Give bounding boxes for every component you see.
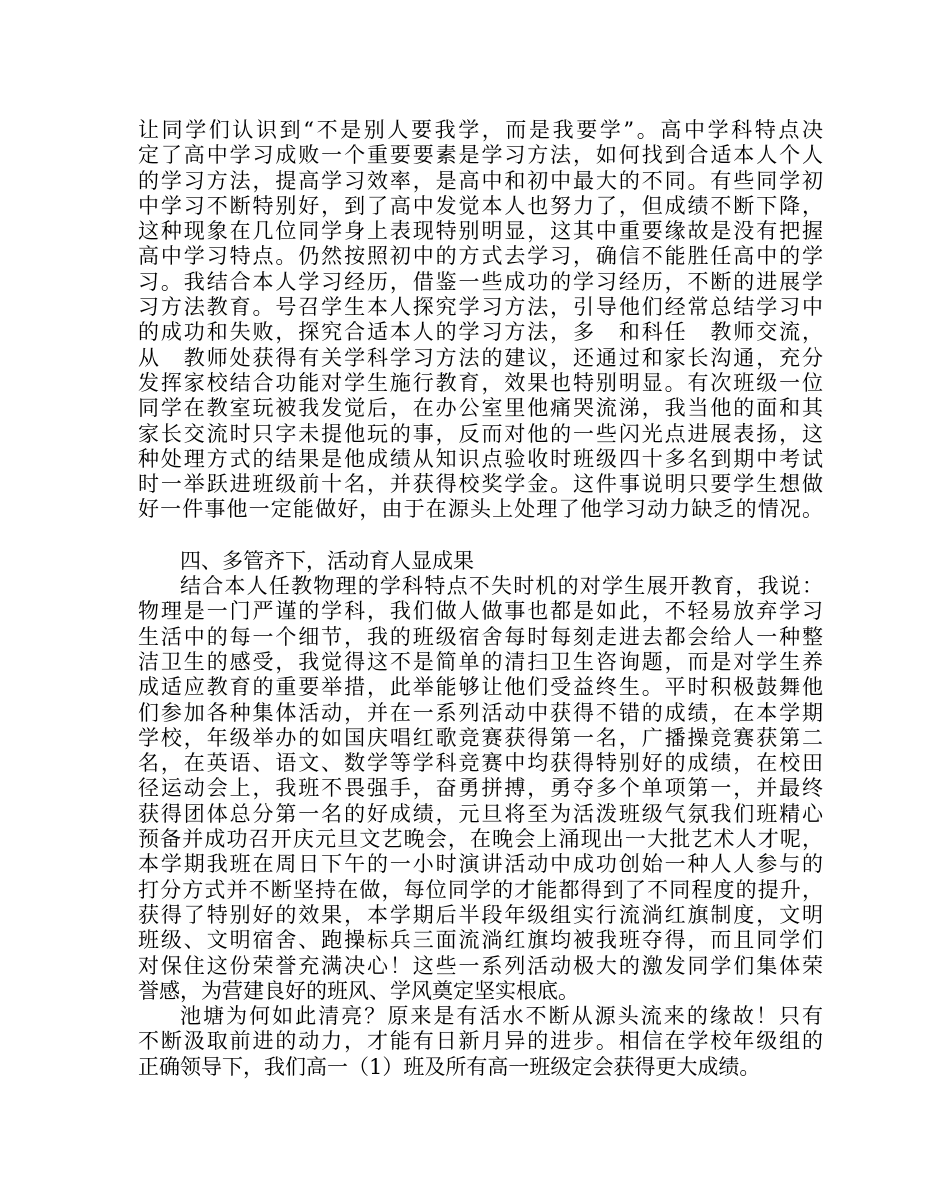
text-line: 洁卫生的感受，我觉得这不是简单的清扫卫生咨询题，而是对学生养 bbox=[138, 649, 823, 674]
text-line: 好一件事他一定能做好，由于在源头上处理了他学习动力缺乏的情况。 bbox=[138, 497, 823, 522]
text-line: 对保住这份荣誉充满决心！这些一系列活动极大的激发同学们集体荣 bbox=[138, 953, 823, 978]
text-line: 径运动会上，我班不畏强手，奋勇拼搏，勇夺多个单项第一，并最终 bbox=[138, 776, 823, 801]
text-line: 中学习不断特别好，到了高中发觉本人也努力了，但成绩不断下降， bbox=[138, 193, 823, 218]
text-line: 获得了特别好的效果，本学期后半段年级组实行流淌红旗制度，文明 bbox=[138, 902, 823, 927]
text-line: 正确领导下，我们高一（1）班及所有高一班级定会获得更大成绩。 bbox=[138, 1054, 761, 1079]
text-line: 同学在教室玩被我发觉后，在办公室里他痛哭流涕，我当他的面和其 bbox=[138, 396, 823, 421]
text-line: 誉感，为营建良好的班风、学风奠定坚实根底。 bbox=[138, 978, 579, 1003]
text-line: 本学期我班在周日下午的一小时演讲活动中成功创始一种人人参与的 bbox=[138, 852, 823, 877]
text-line: 种处理方式的结果是他成绩从知识点验收时班级四十多名到期中考试 bbox=[138, 446, 823, 471]
paragraph-spacer bbox=[138, 523, 823, 549]
text-line: 获得团体总分第一名的好成绩，元旦将至为活泼班级气氛我们班精心 bbox=[138, 801, 823, 826]
text-line: 家长交流时只字未提他玩的事，反而对他的一些闪光点进展表扬，这 bbox=[138, 421, 823, 446]
document-page bbox=[138, 118, 823, 1080]
text-line: 生活中的每一个细节，我的班级宿舍每时每刻走进去都会给人一种整 bbox=[138, 624, 823, 649]
text-line: 班级、文明宿舍、跑操标兵三面流淌红旗均被我班夺得，而且同学们 bbox=[138, 928, 823, 953]
text-line: 时一举跃进班级前十名，并获得校奖学金。这件事说明只要学生想做 bbox=[138, 472, 823, 497]
section-heading: 四、多管齐下，活动育人显成果 bbox=[180, 548, 474, 573]
text-line: 打分方式并不断坚持在做，每位同学的才能都得到了不同程度的提升， bbox=[138, 877, 823, 902]
text-line: 成适应教育的重要举措，此举能够让他们受益终生。平时积极鼓舞他 bbox=[138, 675, 823, 700]
text-line: 这种现象在几位同学身上表现特别明显，这其中重要缘故是没有把握 bbox=[138, 219, 823, 244]
text-line: 不断汲取前进的动力，才能有日新月异的进步。相信在学校年级组的 bbox=[138, 1029, 823, 1054]
text-line: 预备并成功召开庆元旦文艺晚会，在晚会上涌现出一大批艺术人才呢， bbox=[138, 827, 823, 852]
text-line: 结合本人任教物理的学科特点不失时机的对学生展开教育，我说： bbox=[180, 574, 823, 599]
text-line: 学校，年级举办的如国庆唱红歌竞赛获得第一名，广播操竞赛获第二 bbox=[138, 725, 823, 750]
text-line: 物理是一门严谨的学科，我们做人做事也都是如此，不轻易放弃学习 bbox=[138, 599, 823, 624]
text-line: 让同学们认识到“不是别人要我学，而是我要学”。高中学科特点决 bbox=[138, 118, 823, 142]
text-line: 定了高中学习成败一个重要要素是学习方法，如何找到合适本人个人 bbox=[138, 143, 823, 168]
text-line: 的成功和失败，探究合适本人的学习方法，多 和科任 教师交流， bbox=[138, 320, 823, 345]
text-line: 高中学习特点。仍然按照初中的方式去学习，确信不能胜任高中的学 bbox=[138, 244, 823, 269]
text-line: 习。我结合本人学习经历，借鉴一些成功的学习经历，不断的进展学 bbox=[138, 269, 823, 294]
text-line: 发挥家校结合功能对学生施行教育，效果也特别明显。有次班级一位 bbox=[138, 370, 823, 395]
text-line: 们参加各种集体活动，并在一系列活动中获得不错的成绩，在本学期 bbox=[138, 700, 823, 725]
text-line: 池塘为何如此清亮？原来是有活水不断从源头流来的缘故！只有 bbox=[180, 1004, 823, 1029]
text-line: 的学习方法，提高学习效率，是高中和初中最大的不同。有些同学初 bbox=[138, 168, 823, 193]
paragraph-conclusion bbox=[138, 1004, 823, 1080]
text-line: 从 教师处获得有关学科学习方法的建议，还通过和家长沟通，充分 bbox=[138, 345, 823, 370]
text-line: 习方法教育。号召学生本人探究学习方法，引导他们经常总结学习中 bbox=[138, 295, 823, 320]
paragraph-activities bbox=[138, 574, 823, 1004]
paragraph-learning-methods bbox=[138, 118, 823, 523]
text-line: 名，在英语、语文、数学等学科竞赛中均获得特别好的成绩，在校田 bbox=[138, 751, 823, 776]
